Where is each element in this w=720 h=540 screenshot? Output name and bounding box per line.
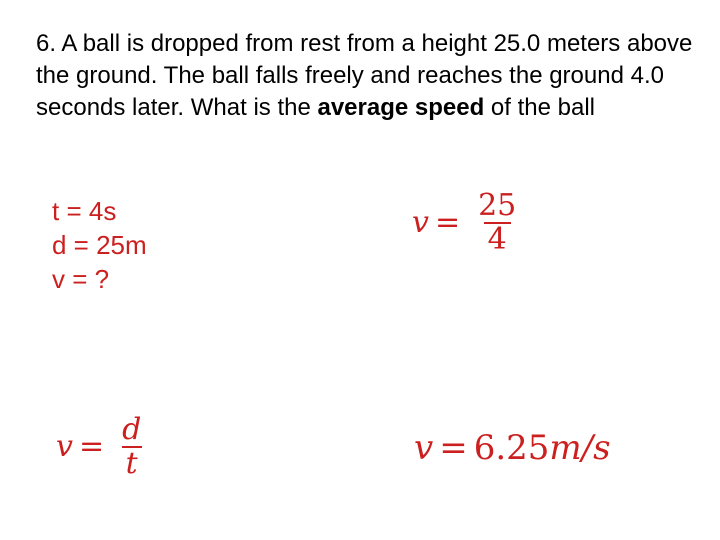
answer-unit: m/s [549, 428, 611, 468]
substitution-numerator: 25 [478, 188, 517, 223]
substitution-variable: v [412, 205, 429, 240]
question-text-end: of the ball [484, 94, 596, 121]
substitution-equation [412, 190, 520, 255]
formula-equals: = [78, 429, 105, 464]
substitution-equals: = [434, 205, 461, 240]
speed-formula [56, 414, 145, 479]
question-text-start: 6. A ball is dropped from rest from a height 25.0 meters above the ground. The ball falls freely and reaches the ground 4.0 seconds later. What is the [36, 30, 693, 121]
given-values [52, 194, 147, 296]
substitution-fraction [474, 190, 520, 255]
given-distance: d = 25m [52, 230, 147, 260]
question-text [36, 28, 696, 124]
answer-equals: = [439, 428, 468, 468]
formula-numerator: d [122, 412, 142, 447]
formula-denominator: t [122, 446, 142, 480]
formula-fraction [118, 414, 145, 479]
given-time: t = 4s [52, 196, 117, 226]
answer-value: 6.25 [473, 428, 550, 468]
substitution-denominator: 4 [484, 222, 511, 256]
question-emphasis: average speed [317, 94, 485, 121]
given-velocity: v = ? [52, 264, 110, 294]
answer-variable: v [414, 428, 434, 468]
answer-equation [414, 428, 611, 468]
formula-variable: v [56, 429, 73, 464]
